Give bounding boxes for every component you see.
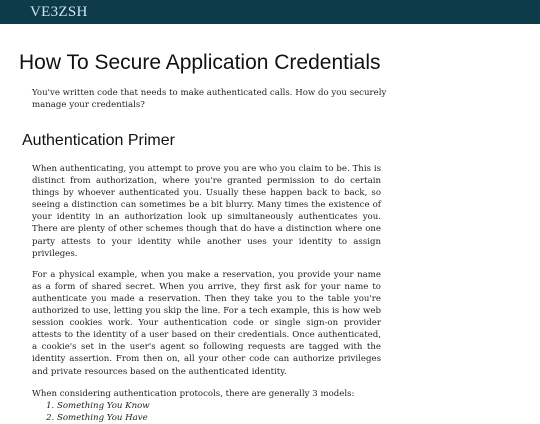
- list-item: 2. Something You Have: [57, 412, 381, 424]
- paragraph: For a physical example, when you make a reservation, you provide your name as a form of shared secret. When you arrive, they first ask for your name to authenticate you made a reservation. Then they take you to the table you're authorized to use, letting you skip the line. For a tech example, this is how web session cookies work. Your authentication code or single sign-on provider attests to the identity of a user based on their credentials. Once authenticated, a cookie's set in the user's agent so following requests are tagged with the identity assertion. From then on, all your other code can authorize privileges and private resources based on the authenticated identity.: [32, 269, 381, 377]
- site-header: [0, 0, 540, 24]
- list-item: 1. Something You Know: [57, 400, 381, 412]
- models-list: [32, 400, 381, 424]
- section-heading: Authentication Primer: [22, 132, 175, 149]
- page-title: How To Secure Application Credentials: [19, 51, 381, 74]
- paragraph: When considering authentication protocols, there are generally 3 models:: [32, 388, 355, 399]
- section-body: [32, 163, 381, 424]
- article: [0, 50, 540, 424]
- site-logo-link[interactable]: VE3ZSH: [30, 3, 88, 20]
- article-lead: You've written code that needs to make authenticated calls. How do you securely manage your credentials?: [32, 88, 387, 110]
- paragraph: When authenticating, you attempt to prove you are who you claim to be. This is distinct from authorization, where you're granted permission to do certain things by whoever authenticated you. Usually these happen back to back, so seeing a distinction can sometimes be a bit blurry. Many times the existence of your identity in an authorization look up simultaneously authenticates you. There are plenty of other schemes though that do have a distinction where one party attests to your identity while another uses your identity to assign privileges.: [32, 164, 381, 259]
